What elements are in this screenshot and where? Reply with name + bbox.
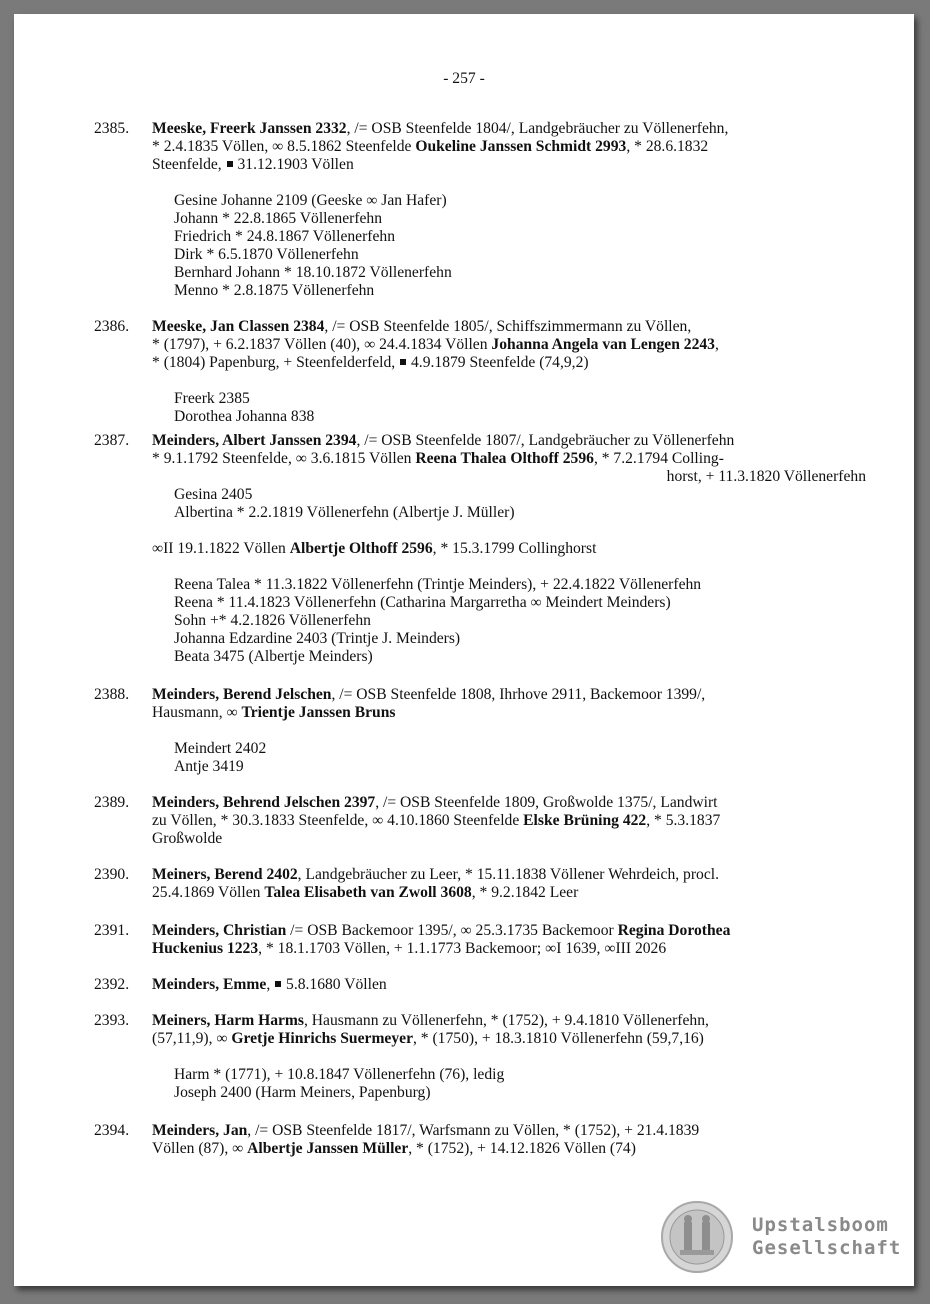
person-name: Meinders, Emme — [152, 976, 267, 993]
entry-number: 2387. — [94, 432, 130, 449]
entry-details: , /= OSB Steenfelde 1809, Großwolde 1375/, Landwirt — [375, 794, 718, 811]
stamp-line-2: Gesellschaft — [752, 1237, 902, 1259]
entry-2393 — [94, 1012, 874, 1102]
entry-details: Völlen (87), ∞ — [152, 1140, 248, 1157]
entry-text — [152, 976, 874, 994]
children-list — [174, 1066, 874, 1102]
child-line: Sohn +* 4.2.1826 Völlenerfehn — [174, 612, 371, 629]
children-list — [174, 576, 874, 666]
entry-text — [152, 794, 874, 848]
entry-text — [152, 318, 874, 372]
spouse-name: Reena Thalea Olthoff 2596 — [415, 450, 594, 467]
entry-details: * (1797), + 6.2.1837 Völlen (40), ∞ 24.4.1834 Völlen — [152, 336, 492, 353]
person-name: Meinders, Christian — [152, 922, 287, 939]
upstalsboom-watermark — [660, 1200, 900, 1276]
child-line: Reena * 11.4.1823 Völlenerfehn (Catharina Margarretha ∞ Meindert Meinders) — [174, 594, 671, 611]
person-name: Meeske, Freerk Janssen 2332 — [152, 120, 347, 137]
children-list — [174, 192, 874, 300]
child-line: Albertina * 2.2.1819 Völlenerfehn (Albertje J. Müller) — [174, 504, 515, 521]
entry-details: * 9.1.1792 Steenfelde, ∞ 3.6.1815 Völlen — [152, 450, 416, 467]
entry-details: Großwolde — [152, 830, 223, 847]
spouse-name: Talea Elisabeth van Zwoll 3608 — [264, 884, 472, 901]
entry-details: , * (1750), + 18.3.1810 Völlenerfehn (59,7,16) — [413, 1030, 704, 1047]
entry-details: , /= OSB Steenfelde 1805/, Schiffszimmermann zu Völlen, — [324, 318, 692, 335]
stamp-line-1: Upstalsboom — [752, 1214, 889, 1236]
child-line: Bernhard Johann * 18.10.1872 Völlenerfehn — [174, 264, 452, 281]
entry-details: , — [714, 336, 719, 353]
entry-number: 2389. — [94, 794, 130, 811]
child-line: Johanna Edzardine 2403 (Trintje J. Meinders) — [174, 630, 461, 647]
child-line: Gesine Johanne 2109 (Geeske ∞ Jan Hafer) — [174, 192, 447, 209]
entry-details: ∞II 19.1.1822 Völlen — [152, 540, 290, 557]
entry-details: * (1804) Papenburg, + Steenfelderfeld, — [152, 354, 400, 371]
person-name: Meinders, Behrend Jelschen 2397 — [152, 794, 376, 811]
spouse-name: Gretje Hinrichs Suermeyer — [231, 1030, 413, 1047]
entry-text — [152, 1122, 874, 1158]
second-marriage — [152, 540, 874, 558]
child-line: Johann * 22.8.1865 Völlenerfehn — [174, 210, 383, 227]
upstalsboom-seal-icon — [660, 1200, 734, 1274]
entry-text — [152, 686, 874, 722]
entry-details: , * (1752), + 14.12.1826 Völlen (74) — [408, 1140, 636, 1157]
child-line: Joseph 2400 (Harm Meiners, Papenburg) — [174, 1084, 431, 1101]
entry-text — [152, 922, 874, 958]
entry-details: 5.8.1680 Völlen — [282, 976, 387, 993]
child-line: Friedrich * 24.8.1867 Völlenerfehn — [174, 228, 396, 245]
entry-text — [152, 1012, 874, 1048]
entry-number: 2385. — [94, 120, 130, 137]
entry-details: Hausmann, ∞ — [152, 704, 242, 721]
entry-2391 — [94, 922, 874, 958]
spouse-name: Regina Dorothea — [617, 922, 731, 939]
entry-number: 2393. — [94, 1012, 130, 1029]
person-name: Meinders, Albert Janssen 2394 — [152, 432, 357, 449]
spouse-name: Albertje Olthoff 2596 — [289, 540, 433, 557]
child-line: Meindert 2402 — [174, 740, 267, 757]
entry-details: horst, + 11.3.1820 Völlenerfehn — [666, 468, 866, 485]
child-line: Reena Talea * 11.3.1822 Völlenerfehn (Trintje Meinders), + 22.4.1822 Völlenerfehn — [174, 576, 702, 593]
entry-2388 — [94, 686, 874, 776]
entry-details: , * 18.1.1703 Völlen, + 1.1.1773 Backemoor; ∞I 1639, ∞III 2026 — [258, 940, 667, 957]
child-line: Beata 3475 (Albertje Meinders) — [174, 648, 373, 665]
entry-details: Steenfelde, — [152, 156, 226, 173]
entry-details: , /= OSB Steenfelde 1808, Ihrhove 2911, Backemoor 1399/, — [331, 686, 706, 703]
entry-number: 2394. — [94, 1122, 130, 1139]
person-name: Meiners, Berend 2402 — [152, 866, 298, 883]
entry-details: , * 9.2.1842 Leer — [471, 884, 579, 901]
children-list — [174, 390, 874, 426]
entry-details: , * 28.6.1832 — [626, 138, 709, 155]
spouse-name: Albertje Janssen Müller — [247, 1140, 409, 1157]
person-name: Meinders, Jan — [152, 1122, 248, 1139]
child-line: Menno * 2.8.1875 Völlenerfehn — [174, 282, 375, 299]
child-line: Antje 3419 — [174, 758, 244, 775]
children-list — [174, 740, 874, 776]
document-page — [14, 14, 914, 1286]
entry-2387 — [94, 432, 874, 666]
entry-2385 — [94, 120, 874, 300]
entry-details: , /= OSB Steenfelde 1817/, Warfsmann zu Völlen, * (1752), + 21.4.1839 — [247, 1122, 700, 1139]
child-line: Dorothea Johanna 838 — [174, 408, 315, 425]
entry-details: , — [266, 976, 275, 993]
child-line: Gesina 2405 — [174, 486, 253, 503]
entry-details: /= OSB Backemoor 1395/, ∞ 25.3.1735 Backemoor — [286, 922, 618, 939]
entry-text — [152, 866, 874, 902]
entry-details: 4.9.1879 Steenfelde (74,9,2) — [407, 354, 589, 371]
entry-details: , * 5.3.1837 — [646, 812, 721, 829]
child-line: Harm * (1771), + 10.8.1847 Völlenerfehn (76), ledig — [174, 1066, 505, 1083]
entry-2392 — [94, 976, 874, 994]
entry-2390 — [94, 866, 874, 902]
stamp-text — [752, 1214, 901, 1260]
spouse-name: Oukeline Janssen Schmidt 2993 — [415, 138, 627, 155]
entry-number: 2390. — [94, 866, 130, 883]
entry-number: 2386. — [94, 318, 130, 335]
entry-details: , /= OSB Steenfelde 1804/, Landgebräucher zu Völlenerfehn, — [346, 120, 729, 137]
entry-details: * 2.4.1835 Völlen, ∞ 8.5.1862 Steenfelde — [152, 138, 416, 155]
entry-2389 — [94, 794, 874, 848]
spouse-name: Huckenius 1223 — [152, 940, 259, 957]
entry-details: , * 7.2.1794 Colling- — [593, 450, 724, 467]
burial-icon — [400, 359, 406, 365]
entry-details: , /= OSB Steenfelde 1807/, Landgebräucher zu Völlenerfehn — [356, 432, 735, 449]
entry-details: (57,11,9), ∞ — [152, 1030, 232, 1047]
person-name: Meinders, Berend Jelschen — [152, 686, 332, 703]
children-list — [174, 486, 874, 522]
entry-number: 2388. — [94, 686, 130, 703]
entry-details: zu Völlen, * 30.3.1833 Steenfelde, ∞ 4.10.1860 Steenfelde — [152, 812, 524, 829]
entry-number: 2391. — [94, 922, 130, 939]
entry-details: , Hausmann zu Völlenerfehn, * (1752), + 9.4.1810 Völlenerfehn, — [304, 1012, 709, 1029]
burial-icon — [227, 161, 233, 167]
entry-details: , Landgebräucher zu Leer, * 15.11.1838 Völlener Wehrdeich, procl. — [297, 866, 719, 883]
burial-icon — [275, 981, 281, 987]
entry-details: 31.12.1903 Völlen — [233, 156, 354, 173]
entry-2394 — [94, 1122, 874, 1158]
person-name: Meiners, Harm Harms — [152, 1012, 304, 1029]
child-line: Freerk 2385 — [174, 390, 250, 407]
entry-text — [152, 432, 874, 486]
entry-2386 — [94, 318, 874, 426]
spouse-name: Johanna Angela van Lengen 2243 — [491, 336, 715, 353]
entry-details: , * 15.3.1799 Collinghorst — [432, 540, 597, 557]
entry-text — [152, 120, 874, 174]
entry-details: 25.4.1869 Völlen — [152, 884, 265, 901]
entry-number: 2392. — [94, 976, 130, 993]
person-name: Meeske, Jan Classen 2384 — [152, 318, 325, 335]
spouse-name: Trientje Janssen Bruns — [241, 704, 396, 721]
child-line: Dirk * 6.5.1870 Völlenerfehn — [174, 246, 359, 263]
page-number: - 257 - — [443, 70, 485, 87]
spouse-name: Elske Brüning 422 — [523, 812, 647, 829]
